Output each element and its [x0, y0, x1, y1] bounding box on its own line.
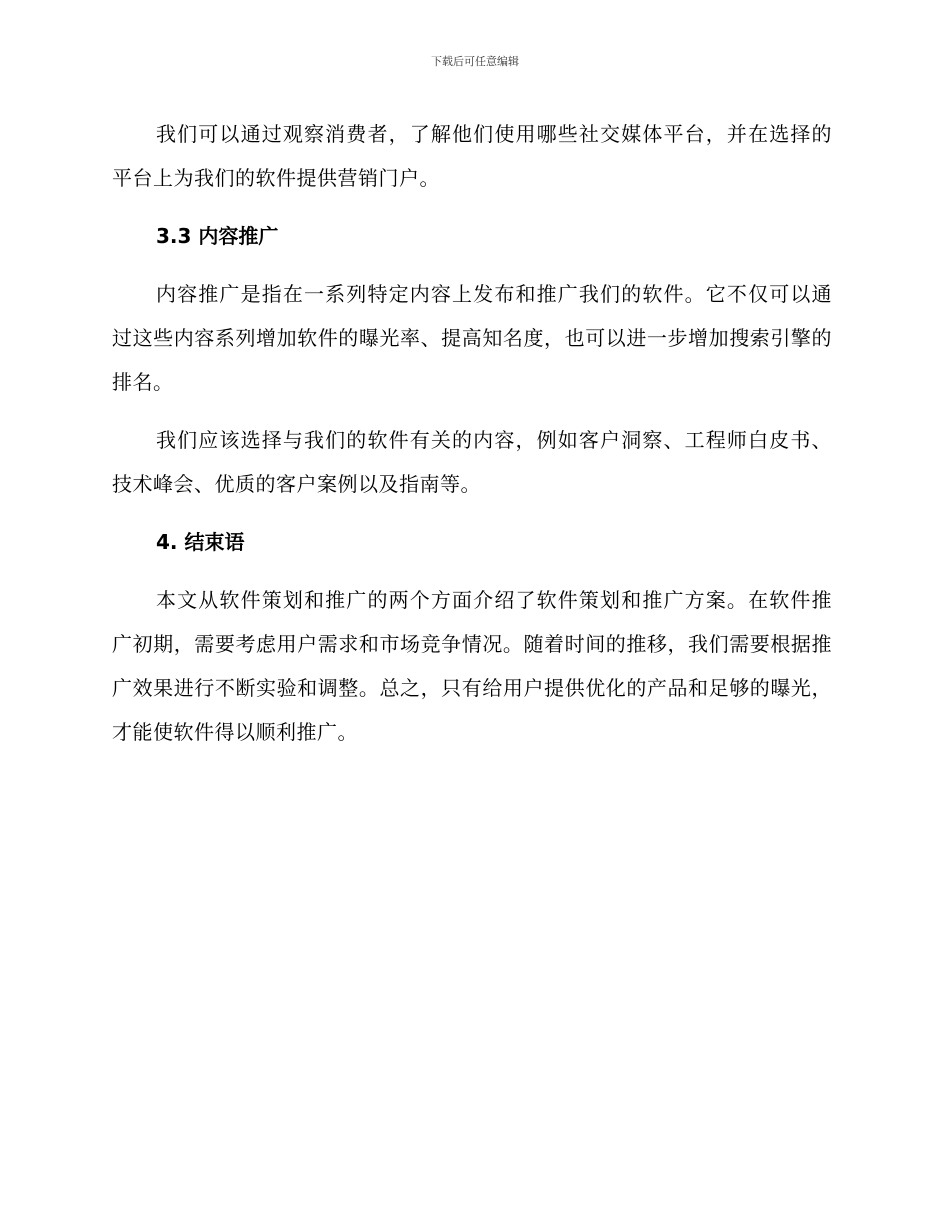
document-body: [112, 112, 832, 768]
section-heading-conclusion: 4. 结束语: [156, 530, 245, 554]
section-heading-content-promotion: 3.3 内容推广: [156, 224, 279, 248]
paragraph-social-media: 我们可以通过观察消费者，了解他们使用哪些社交媒体平台，并在选择的平台上为我们的软件提供营销门户。: [112, 122, 832, 190]
page-header-note: 下载后可任意编辑: [431, 55, 519, 68]
paragraph-content-promotion: 内容推广是指在一系列特定内容上发布和推广我们的软件。它不仅可以通过这些内容系列增加软件的曝光率、提高知名度，也可以进一步增加搜索引擎的排名。: [112, 282, 832, 394]
paragraph-conclusion: 本文从软件策划和推广的两个方面介绍了软件策划和推广方案。在软件推广初期，需要考虑用户需求和市场竞争情况。随着时间的推移，我们需要根据推广效果进行不断实验和调整。总之，只有给用户提供优化的产品和足够的曝光，才能使软件得以顺利推广。: [112, 588, 832, 744]
paragraph-content-selection: 我们应该选择与我们的软件有关的内容，例如客户洞察、工程师白皮书、技术峰会、优质的客户案例以及指南等。: [112, 428, 832, 496]
